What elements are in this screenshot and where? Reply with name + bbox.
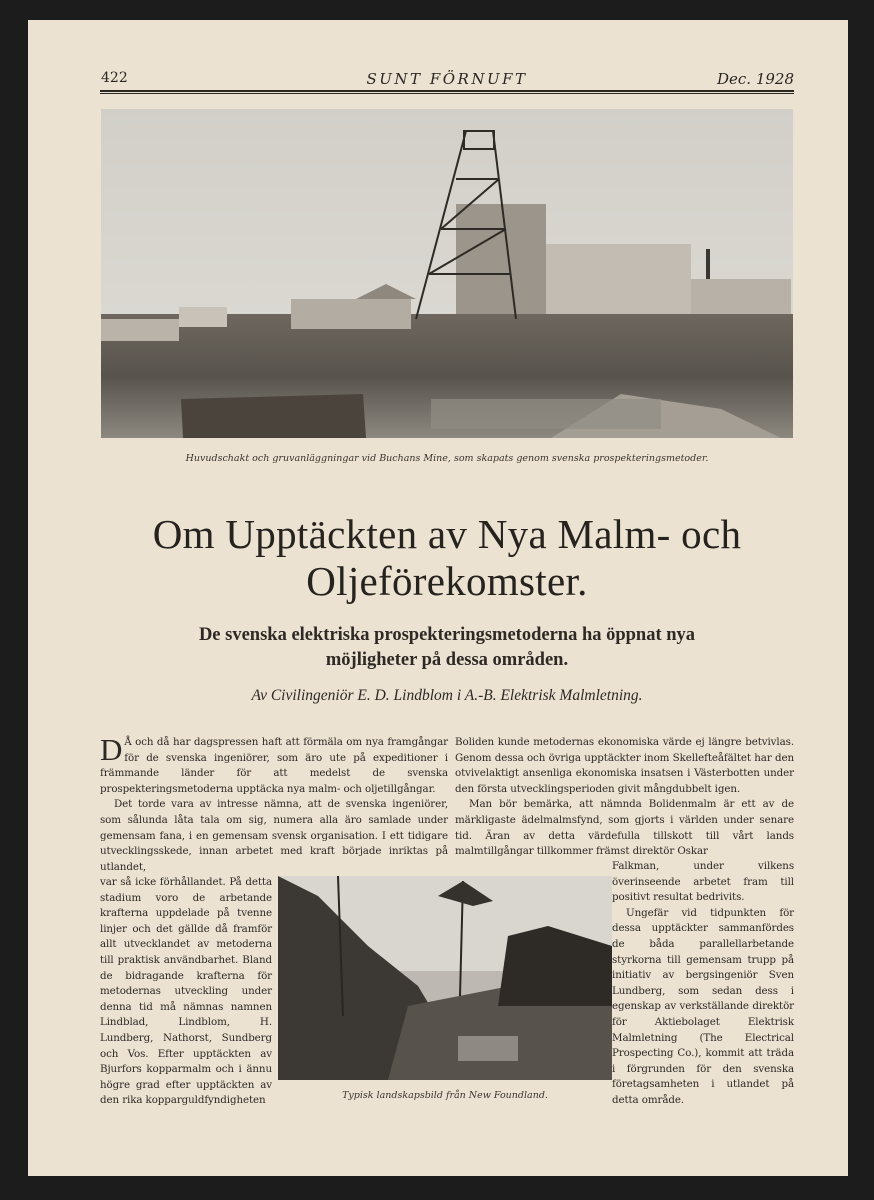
- paragraph: Falkman, under vilkens överinseende arbetet fram till positivt resultat bedrivits.: [612, 860, 794, 904]
- paragraph: Å och då har dagspressen haft att förmäla om nya framgångar för de svenska ingeniörer, som äro ute på expeditioner i främmande länder för att medelst de svenska prospekteringsmetoderna upptäcka nya malm- och oljetillgångar.: [100, 736, 448, 795]
- mine-photo-caption: Huvudschakt och gruvanläggningar vid Buchans Mine, som skapats genom svenska prospekteringsmetoder.: [185, 453, 709, 464]
- mine-photo: [101, 109, 793, 438]
- paragraph: Det torde vara av intresse nämna, att de svenska ingeniörer, som sålunda låta tala om sig, numera alla äro samlade under gemensam fana, i en gemensam svensk organisation. I ett tidigare utvecklingsskede, innan arbetet med kraft började inriktas på utlandet,: [100, 798, 448, 873]
- header-rule-thin: [100, 93, 794, 94]
- paragraph: var så icke förhållandet. På detta stadium voro de arbetande krafterna uppdelade på tvenne linjer och det gällde då framför allt utvecklandet av metoderna till praktisk användbarhet. Bland de bidragande krafterna för metodernas utveckling under denna tid må nämnas namnen Lindblad, Lindblom, H. Lundberg, Nathorst, Sundberg och Vos. Efter upptäckten av Bjurfors kopparmalm och i ännu högre grad efter upptäckten av den rika kopparguldfyndigheten: [100, 876, 272, 1107]
- article-title-line1: Om Upptäckten av Nya Malm- och: [152, 511, 742, 557]
- paragraph: Boliden kunde metodernas ekonomiska värde ej längre betvivlas. Genom dessa och övriga upptäckter inom Skellefteåfältet har den otvivelaktigt ansenliga ekonomiska insatsen i Västerbotten under den första utvecklingsperioden givit mångdubbelt igen.: [455, 736, 794, 795]
- paragraph: Man bör bemärka, att nämnda Bolidenmalm är ett av de märkligaste ädelmalmsfynd, som gjorts i världen under senare tid. Äran av detta värdefulla tillskott till vårt lands malmtillgångar tillkommer främst direktör Oskar: [455, 798, 794, 858]
- article-subtitle-line2: möjligheter på dessa områden.: [325, 650, 569, 670]
- left-column-bottom: [100, 875, 272, 1109]
- page-number: 422: [101, 70, 128, 86]
- right-column-top: [455, 735, 794, 860]
- right-column-bottom: [612, 859, 794, 1109]
- drop-cap: D: [100, 732, 123, 767]
- header-rule: [100, 90, 794, 92]
- article-title-line2: Oljeförekomster.: [306, 558, 588, 604]
- landscape-photo-caption: Typisk landskapsbild från New Foundland.: [342, 1090, 548, 1101]
- left-column-top: [100, 732, 448, 875]
- article-byline: Av Civilingeniör E. D. Lindblom i A.-B. Elektrisk Malmletning.: [251, 687, 643, 704]
- issue-date: Dec. 1928: [716, 70, 794, 88]
- magazine-name: SUNT FÖRNUFT: [366, 70, 528, 88]
- article-subtitle-line1: De svenska elektriska prospekteringsmetoderna ha öppnat nya: [198, 625, 696, 645]
- landscape-photo: [278, 876, 612, 1080]
- paragraph: Ungefär vid tidpunkten för dessa upptäckter sammanfördes de båda parallellarbetande styrkorna till gemensam trupp på initiativ av bergsingeniör Sven Lundberg, som sedan dess i egenskap av verkställande direktör för Aktiebolaget Elektrisk Malmletning (The Electrical Prospecting Co.), kommit att träda i förgrunden för den svenska företagsamheten i utlandet på detta område.: [612, 906, 794, 1106]
